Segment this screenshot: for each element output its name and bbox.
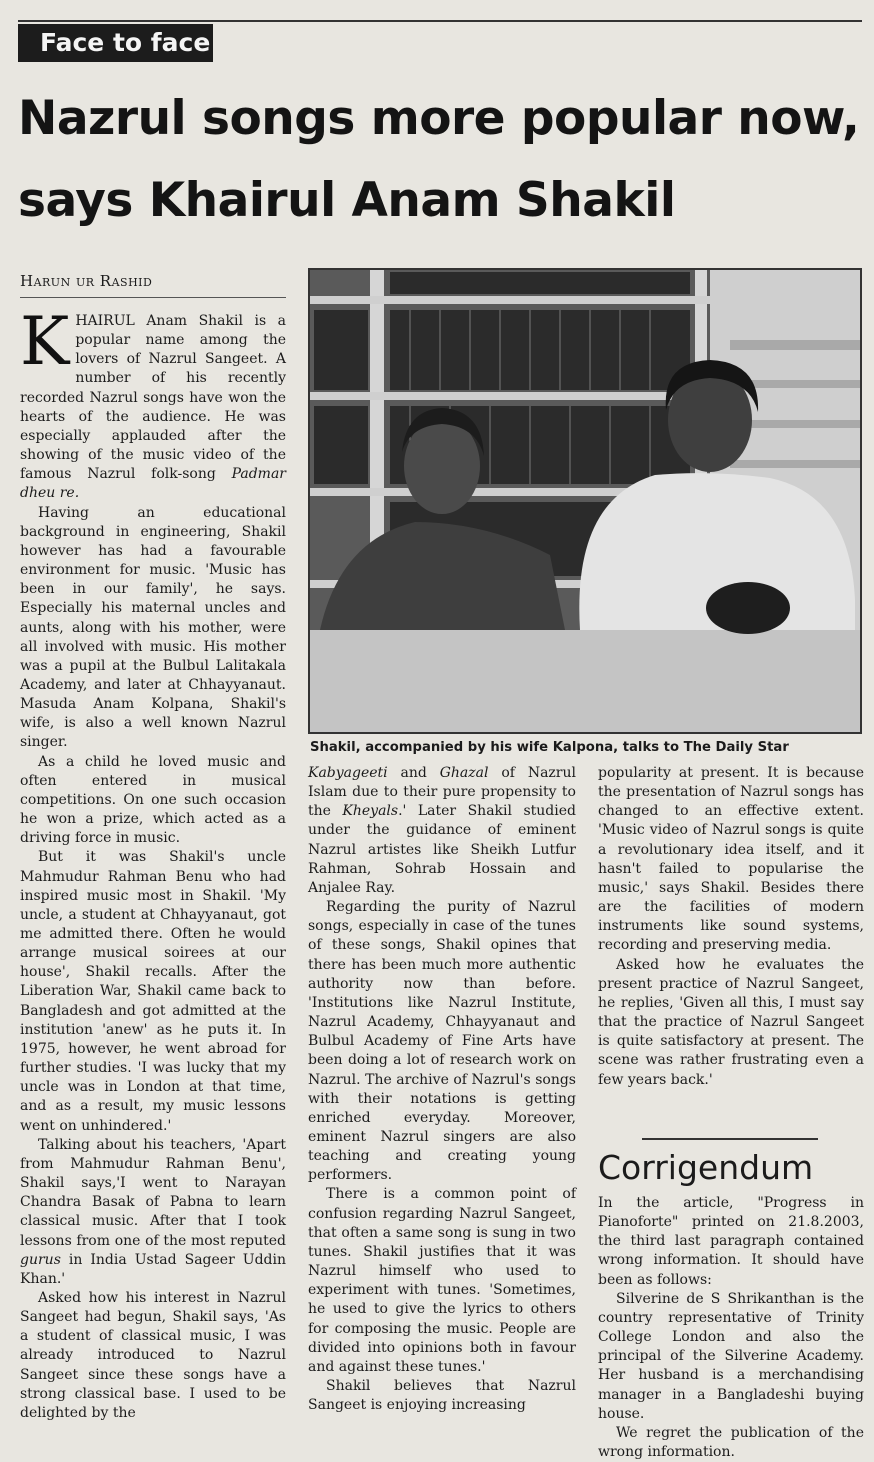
byline: Harun ur Rashid [20,272,153,290]
drop-cap: K [20,303,70,380]
paragraph: In the article, "Progress in Pianoforte" printed on 21.8.2003, the third last paragraph contained wrong information. It should have been as follows: [598,1195,864,1288]
paragraph: Silverine de S Shrikanthan is the country representative of Trinity College London and also the principal of the Silverine Academy. Her husband is a merchandising manager in a Bangladeshi buying house. [598,1290,864,1422]
paragraph: Shakil believes that Nazrul Sangeet is enjoying increasing [308,1378,576,1414]
photo-shakil-and-wife [308,268,862,734]
section-tag: Face to face [18,24,213,62]
corrigendum-rule [642,1138,818,1140]
paragraph: Asked how he evaluates the present practice of Nazrul Sangeet, he replies, 'Given all this, I must say that the practice of Nazrul Sangeet is quite satisfactory at present. The scene was rather frustrating even a few years back.' [598,956,864,1088]
paragraph: Asked how his interest in Nazrul Sangeet had begun, Shakil says, 'As a student of classical music, I was already introduced to Nazrul Sangeet since these songs have a strong classical base. I used to be delighted by the [20,1289,286,1421]
paragraph: Talking about his teachers, 'Apart from Mahmudur Rahman Benu', Shakil says,'I went to Narayan Chandra Basak of Pabna to learn classical music. After that I took lessons from one of the most reputed gurus in India Ustad Sageer Uddin Khan.' [20,1136,286,1287]
headline [18,78,868,242]
paragraph: But it was Shakil's uncle Mahmudur Rahman Benu who had inspired music most in Shakil. 'My uncle, a student at Chhayyanaut, got me admitted there. Often he would arrange musical soirees at our house', Shakil recalls. After the Liberation War, Shakil came back to Bangladesh and got admitted at the institution 'anew' as he puts it. In 1975, however, he went abroad for further studies. 'I was lucky that my uncle was in London at that time, and as a result, my music lessons went on unhindered.' [20,849,286,1134]
paragraph: There is a common point of confusion regarding Nazrul Sangeet, that often a same song is sung in two tunes. Shakil justifies that it was Nazrul himself who used to experiment with tunes. 'Sometimes, he used to give the lyrics to others for composing the music. People are divided into opinions both in favour and against these tunes.' [308,1186,576,1375]
paragraph: popularity at present. It is because the presentation of Nazrul songs has changed to an effective extent. 'Music video of Nazrul songs is quite a revolutionary idea itself, and it hasn't failed to popularise the music,' says Shakil. Besides there are the facilities of modern instruments like sound systems, recording and preserving media. [598,765,864,954]
paragraph: Having an educational background in engineering, Shakil however has had a favourable environment for music. 'Music has been in our family', he says. Especially his maternal uncles and aunts, along with his mother, were all involved with music. His mother was a pupil at the Bulbul Lalitakala Academy, and later at Chhayyanaut. Masuda Anam Kolpana, Shakil's wife, is also a well known Nazrul singer. [20,504,286,751]
photo-caption: Shakil, accompanied by his wife Kalpona, talks to The Daily Star [310,740,789,755]
paragraph: As a child he loved music and often entered in musical competitions. On one such occasion he won a prize, which acted as a driving force in music. [20,753,286,847]
corrigendum-body [598,1194,864,1461]
paragraph: Kabyageeti and Ghazal of Nazrul Islam due to their pure propensity to the Kheyals.' Later Shakil studied under the guidance of eminent Nazrul artistes like Sheikh Lutfur Rahman, Sohrab Hossain and Anjalee Ray. [308,765,576,896]
corrigendum-title: Corrigendum [598,1148,814,1187]
article-column-2 [308,764,576,1442]
top-rule [18,20,862,22]
byline-rule [20,297,286,298]
photo-illustration [310,270,860,732]
headline-line-1: Nazrul songs more popular now, [18,91,860,146]
headline-line-2: says Khairul Anam Shakil [18,173,676,228]
article-column-3 [598,764,864,1114]
article-column-1 [20,303,286,1442]
paragraph: We regret the publication of the wrong information. [598,1424,864,1461]
lead-paragraph: KHAIRUL Anam Shakil is a popular name among the lovers of Nazrul Sangeet. A number of his recently recorded Nazrul songs have won the hearts of the audience. He was especially applauded after the showing of the music video of the famous Nazrul folk-song Padmar dheu re. [20,303,286,502]
paragraph: Regarding the purity of Nazrul songs, especially in case of the tunes of these songs, Shakil opines that there has been much more authentic authority now than before. 'Institutions like Nazrul Institute, Nazrul Academy, Chhayyanaut and Bulbul Academy of Fine Arts have been doing a lot of research work on Nazrul. The archive of Nazrul's songs with their notations is getting enriched everyday. Moreover, eminent Nazrul singers are also teaching and creating young performers. [308,899,576,1184]
